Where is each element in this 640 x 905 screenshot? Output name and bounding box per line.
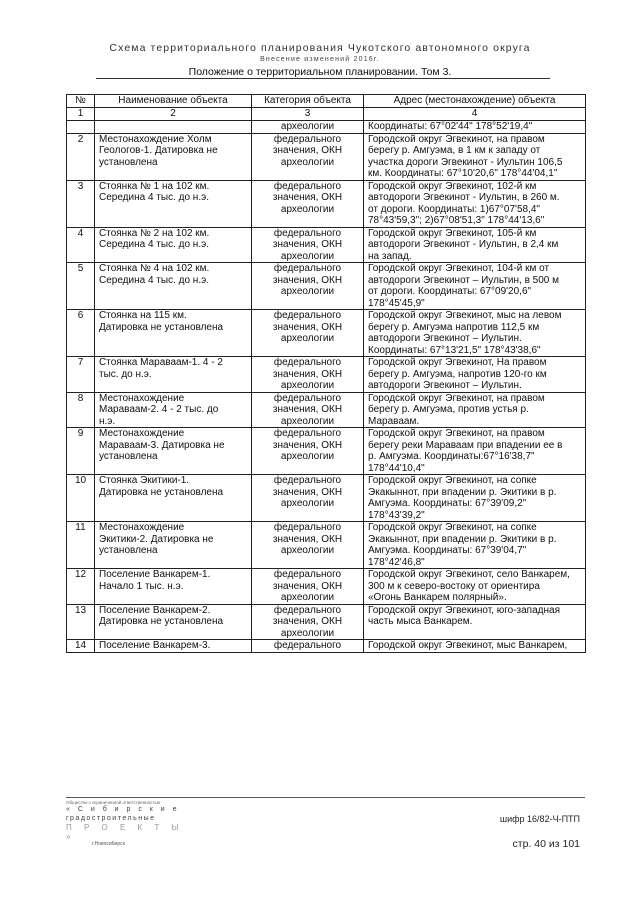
row-number: 4: [67, 227, 95, 263]
cell-line: Городской округ Эгвекинот, мыс Ванкарем,: [368, 640, 568, 651]
object-name-cell: [95, 392, 252, 428]
cell-line: Датировка не установлена: [99, 486, 224, 498]
object-category-cell: [252, 569, 364, 605]
cell-line: берегу р. Амгуэма, в 1 км к западу от: [368, 145, 541, 156]
object-address-cell: [364, 357, 586, 393]
cell-line: федерального: [273, 133, 342, 145]
cell-line: установлена: [99, 545, 158, 556]
cell-line: р. Амгуэма. Координаты:67°16'38,7": [368, 451, 535, 462]
row-number: 10: [67, 475, 95, 522]
row-number: [67, 121, 95, 134]
row-number: 12: [67, 569, 95, 605]
object-address-cell: [364, 475, 586, 522]
cell-line: значения, ОКН: [272, 368, 343, 380]
cell-line: Стоянка Экитики-1.: [99, 475, 190, 486]
cell-line: Городской округ Эгвекинот, село Ванкарем,: [368, 569, 570, 580]
object-name-cell: [95, 569, 252, 605]
cell-line: Городской округ Эгвекинот, 104-й км от: [368, 263, 550, 274]
cell-line: археологии: [280, 592, 335, 603]
row-number: 2: [67, 133, 95, 180]
cell-line: берегу р. Амгуэма, напротив 120-го км: [368, 368, 547, 380]
object-address-cell: [364, 227, 586, 263]
cell-line: км. Координаты: 67°10'20,6" 178°44'04,1": [368, 168, 558, 179]
cell-line: федерального: [273, 475, 342, 486]
cell-line: 178°42'46,8": [368, 556, 425, 568]
cell-line: археологии: [280, 498, 335, 509]
cell-line: н.э.: [99, 415, 116, 427]
cell-line: автодороги Эгвекинот – Иультин.: [368, 333, 522, 344]
cell-line: значения, ОКН: [272, 616, 343, 627]
objects-table: [66, 94, 586, 653]
row-number: 14: [67, 640, 95, 653]
cell-line: археологии: [280, 286, 335, 297]
object-name-cell: [95, 121, 252, 134]
object-name-cell: [95, 310, 252, 357]
column-number: 3: [252, 108, 364, 121]
object-name-cell: [95, 475, 252, 522]
cell-line: археологии: [280, 333, 335, 344]
cell-line: значения, ОКН: [272, 321, 343, 333]
cell-line: Координаты: 67°02'44" 178°52'19,4": [368, 121, 533, 132]
footer-divider: [66, 797, 585, 798]
cell-line: археологии: [280, 627, 335, 639]
document-code: шифр 16/82-Ч-ПТП: [499, 814, 580, 824]
table-row: [67, 428, 586, 475]
object-address-cell: [364, 310, 586, 357]
cell-line: от дороги. Координаты: 67°09'20,6": [368, 286, 532, 297]
cell-line: археологии: [280, 250, 335, 262]
cell-line: Местонахождение: [99, 522, 185, 533]
cell-line: Стоянка № 2 на 102 км.: [99, 227, 210, 239]
cell-line: Мараваам-2. 4 - 2 тыс. до: [99, 404, 219, 415]
cell-line: Координаты: 67°13'21,5" 178°43'38,6": [368, 344, 541, 356]
cell-line: берегу реки Мараваам при впадении ее в: [368, 439, 563, 451]
cell-line: «Огонь Ванкарем полярный».: [368, 592, 507, 603]
object-category-cell: [252, 133, 364, 180]
cell-line: Городской округ Эгвекинот, 102-й км: [368, 180, 537, 192]
table-row: [67, 640, 586, 653]
object-address-cell: [364, 133, 586, 180]
cell-line: часть мыса Ванкарем.: [368, 616, 473, 627]
cell-line: археологии: [280, 451, 335, 462]
object-name-cell: [95, 180, 252, 227]
table-header-row: [67, 95, 586, 108]
object-address-cell: [364, 263, 586, 310]
cell-line: 178°45'45,9": [368, 297, 425, 309]
cell-line: федерального: [273, 180, 342, 192]
cell-line: федерального: [273, 569, 342, 580]
cell-line: автодороги Эгвекинот – Иультин.: [368, 380, 522, 391]
cell-line: Поселение Ванкарем-2.: [99, 604, 211, 616]
cell-line: Середина 4 тыс. до н.э.: [99, 192, 209, 203]
cell-line: археологии: [280, 121, 335, 132]
cell-line: федерального: [273, 357, 342, 368]
table-row: [67, 357, 586, 393]
object-address-cell: [364, 392, 586, 428]
cell-line: федерального: [273, 604, 342, 616]
cell-line: Экакыннот, при впадении р. Экитики в р.: [368, 533, 557, 545]
table-row: [67, 121, 586, 134]
cell-line: берегу р. Амгуэма, против устья р.: [368, 404, 529, 415]
object-name-cell: [95, 263, 252, 310]
cell-line: Геологов-1. Датировка не: [99, 145, 218, 156]
cell-line: значения, ОКН: [272, 439, 343, 451]
cell-line: Поселение Ванкарем-1.: [99, 569, 211, 580]
table-row: [67, 310, 586, 357]
table-row: [67, 133, 586, 180]
cell-line: значения, ОКН: [272, 192, 343, 203]
cell-line: археологии: [280, 203, 335, 215]
object-address-cell: [364, 428, 586, 475]
cell-line: Городской округ Эгвекинот, юго-западная: [368, 604, 560, 616]
object-category-cell: [252, 227, 364, 263]
table-row: [67, 263, 586, 310]
cell-line: автодороги Эгвекинот - Иультин, в 260 м.: [368, 192, 560, 203]
cell-line: Местонахождение: [99, 392, 185, 404]
object-name-cell: [95, 133, 252, 180]
column-header: Адрес (местонахождение) объекта: [364, 95, 586, 108]
cell-line: Середина 4 тыс. до н.э.: [99, 274, 209, 286]
object-name-cell: [95, 227, 252, 263]
row-number: 6: [67, 310, 95, 357]
cell-line: Экакыннот, при впадении р. Экитики в р.: [368, 486, 557, 498]
cell-line: Городской округ Эгвекинот, На правом: [368, 357, 547, 368]
object-category-cell: [252, 121, 364, 134]
cell-line: Стоянка на 115 км.: [99, 310, 187, 321]
cell-line: федерального: [273, 522, 342, 533]
cell-line: Датировка не установлена: [99, 616, 224, 627]
object-category-cell: [252, 310, 364, 357]
row-number: 5: [67, 263, 95, 310]
object-name-cell: [95, 428, 252, 475]
row-number: 7: [67, 357, 95, 393]
cell-line: археологии: [280, 415, 335, 427]
document-subtitle: Внесение изменений 2016г.: [260, 56, 380, 63]
cell-line: автодороги Эгвекинот - Иультин, в 2,4 км: [368, 239, 559, 250]
cell-line: Мараваам.: [368, 415, 420, 427]
row-number: 8: [67, 392, 95, 428]
cell-line: 300 м к северо-востоку от ориентира: [368, 580, 540, 592]
cell-line: установлена: [99, 451, 158, 462]
cell-line: федерального: [273, 227, 342, 239]
object-category-cell: [252, 640, 364, 653]
object-name-cell: [95, 604, 252, 640]
cell-line: значения, ОКН: [272, 580, 343, 592]
cell-line: Поселение Ванкарем-3.: [99, 640, 211, 651]
object-category-cell: [252, 263, 364, 310]
object-name-cell: [95, 522, 252, 569]
cell-line: от дороги. Координаты: 1)67°07'58,4": [368, 203, 540, 215]
column-header: Категория объекта: [252, 95, 364, 108]
cell-line: участка дороги Эгвекинот - Иультин 106,5: [368, 156, 563, 168]
column-number-row: [67, 108, 586, 121]
table-row: [67, 604, 586, 640]
object-address-cell: [364, 180, 586, 227]
column-number: 2: [95, 108, 252, 121]
row-number: 9: [67, 428, 95, 475]
cell-line: Местонахождение: [99, 428, 185, 439]
row-number: 13: [67, 604, 95, 640]
cell-line: берегу р. Амгуэма напротив 112,5 км: [368, 321, 540, 333]
cell-line: Стоянка Мараваам-1. 4 - 2: [99, 357, 223, 368]
object-category-cell: [252, 428, 364, 475]
cell-line: на запад.: [368, 250, 412, 262]
cell-line: Городской округ Эгвекинот, на сопке: [368, 475, 537, 486]
cell-line: Городской округ Эгвекинот, на правом: [368, 428, 545, 439]
cell-line: Стоянка № 4 на 102 км.: [99, 263, 210, 274]
organization-logo: [66, 800, 186, 848]
cell-line: федерального: [273, 428, 342, 439]
column-header: №: [67, 95, 95, 108]
cell-line: Середина 4 тыс. до н.э.: [99, 239, 209, 250]
cell-line: федерального: [273, 263, 342, 274]
object-category-cell: [252, 392, 364, 428]
cell-line: Городской округ Эгвекинот, на правом: [368, 392, 545, 404]
cell-line: 178°43'39,2": [368, 509, 425, 521]
column-number: 4: [364, 108, 586, 121]
document-title: Схема территориального планирования Чукотского автономного округа: [109, 42, 531, 54]
table-row: [67, 522, 586, 569]
object-category-cell: [252, 357, 364, 393]
object-category-cell: [252, 475, 364, 522]
cell-line: Городской округ Эгвекинот, на правом: [368, 133, 545, 145]
object-address-cell: [364, 569, 586, 605]
cell-line: археологии: [280, 380, 335, 391]
table-row: [67, 227, 586, 263]
cell-line: Мараваам-3. Датировка не: [99, 439, 225, 451]
org-name-line: градостроительные: [66, 815, 156, 822]
table-row: [67, 475, 586, 522]
cell-line: значения, ОКН: [272, 145, 343, 156]
cell-line: тыс. до н.э.: [99, 368, 152, 380]
org-type: Общество с ограниченной ответственностью: [66, 800, 161, 805]
cell-line: Начало 1 тыс. н.э.: [99, 580, 184, 592]
page-number: стр. 40 из 101: [512, 838, 580, 850]
object-name-cell: [95, 640, 252, 653]
cell-line: значения, ОКН: [272, 239, 343, 250]
cell-line: значения, ОКН: [272, 274, 343, 286]
cell-line: Датировка не установлена: [99, 321, 224, 333]
cell-line: Амгуэма. Координаты: 67°39'09,2": [368, 498, 527, 509]
cell-line: федерального: [273, 640, 342, 651]
cell-line: автодороги Эгвекинот – Иультин, в 500 м: [368, 274, 560, 286]
cell-line: значения, ОКН: [272, 404, 343, 415]
cell-line: установлена: [99, 156, 158, 168]
cell-line: Городской округ Эгвекинот, мыс на левом: [368, 310, 562, 321]
row-number: 11: [67, 522, 95, 569]
table-row: [67, 180, 586, 227]
cell-line: федерального: [273, 310, 342, 321]
cell-line: Амгуэма. Координаты: 67°39'04,7": [368, 545, 527, 556]
object-name-cell: [95, 357, 252, 393]
table-row: [67, 392, 586, 428]
object-category-cell: [252, 180, 364, 227]
table-row: [67, 569, 586, 605]
row-number: 3: [67, 180, 95, 227]
cell-line: Городской округ Эгвекинот, на сопке: [368, 522, 537, 533]
volume-title: Положение о территориальном планировании. Том 3.: [188, 66, 452, 78]
object-address-cell: [364, 640, 586, 653]
header-divider: [96, 78, 550, 79]
object-address-cell: [364, 604, 586, 640]
cell-line: 178°44'10,4": [368, 462, 425, 474]
object-category-cell: [252, 522, 364, 569]
org-name-line: П Р О Е К Т Ы »: [66, 823, 184, 841]
cell-line: 78°43'59,3"; 2)67°08'51,3" 178°44'13,6": [368, 215, 545, 226]
cell-line: федерального: [273, 392, 342, 404]
cell-line: археологии: [280, 545, 335, 556]
cell-line: Местонахождение Холм: [99, 133, 212, 145]
org-name-line: « С и б и р с к и е: [66, 806, 180, 813]
cell-line: значения, ОКН: [272, 486, 343, 498]
cell-line: значения, ОКН: [272, 533, 343, 545]
org-city: г.Новосибирск: [92, 841, 125, 847]
cell-line: археологии: [280, 156, 335, 168]
column-header: Наименование объекта: [95, 95, 252, 108]
column-number: 1: [67, 108, 95, 121]
object-category-cell: [252, 604, 364, 640]
cell-line: Стоянка № 1 на 102 км.: [99, 180, 210, 192]
cell-line: Экитики-2. Датировка не: [99, 533, 214, 545]
cell-line: Городской округ Эгвекинот, 105-й км: [368, 227, 537, 239]
object-address-cell: [364, 121, 586, 134]
object-address-cell: [364, 522, 586, 569]
